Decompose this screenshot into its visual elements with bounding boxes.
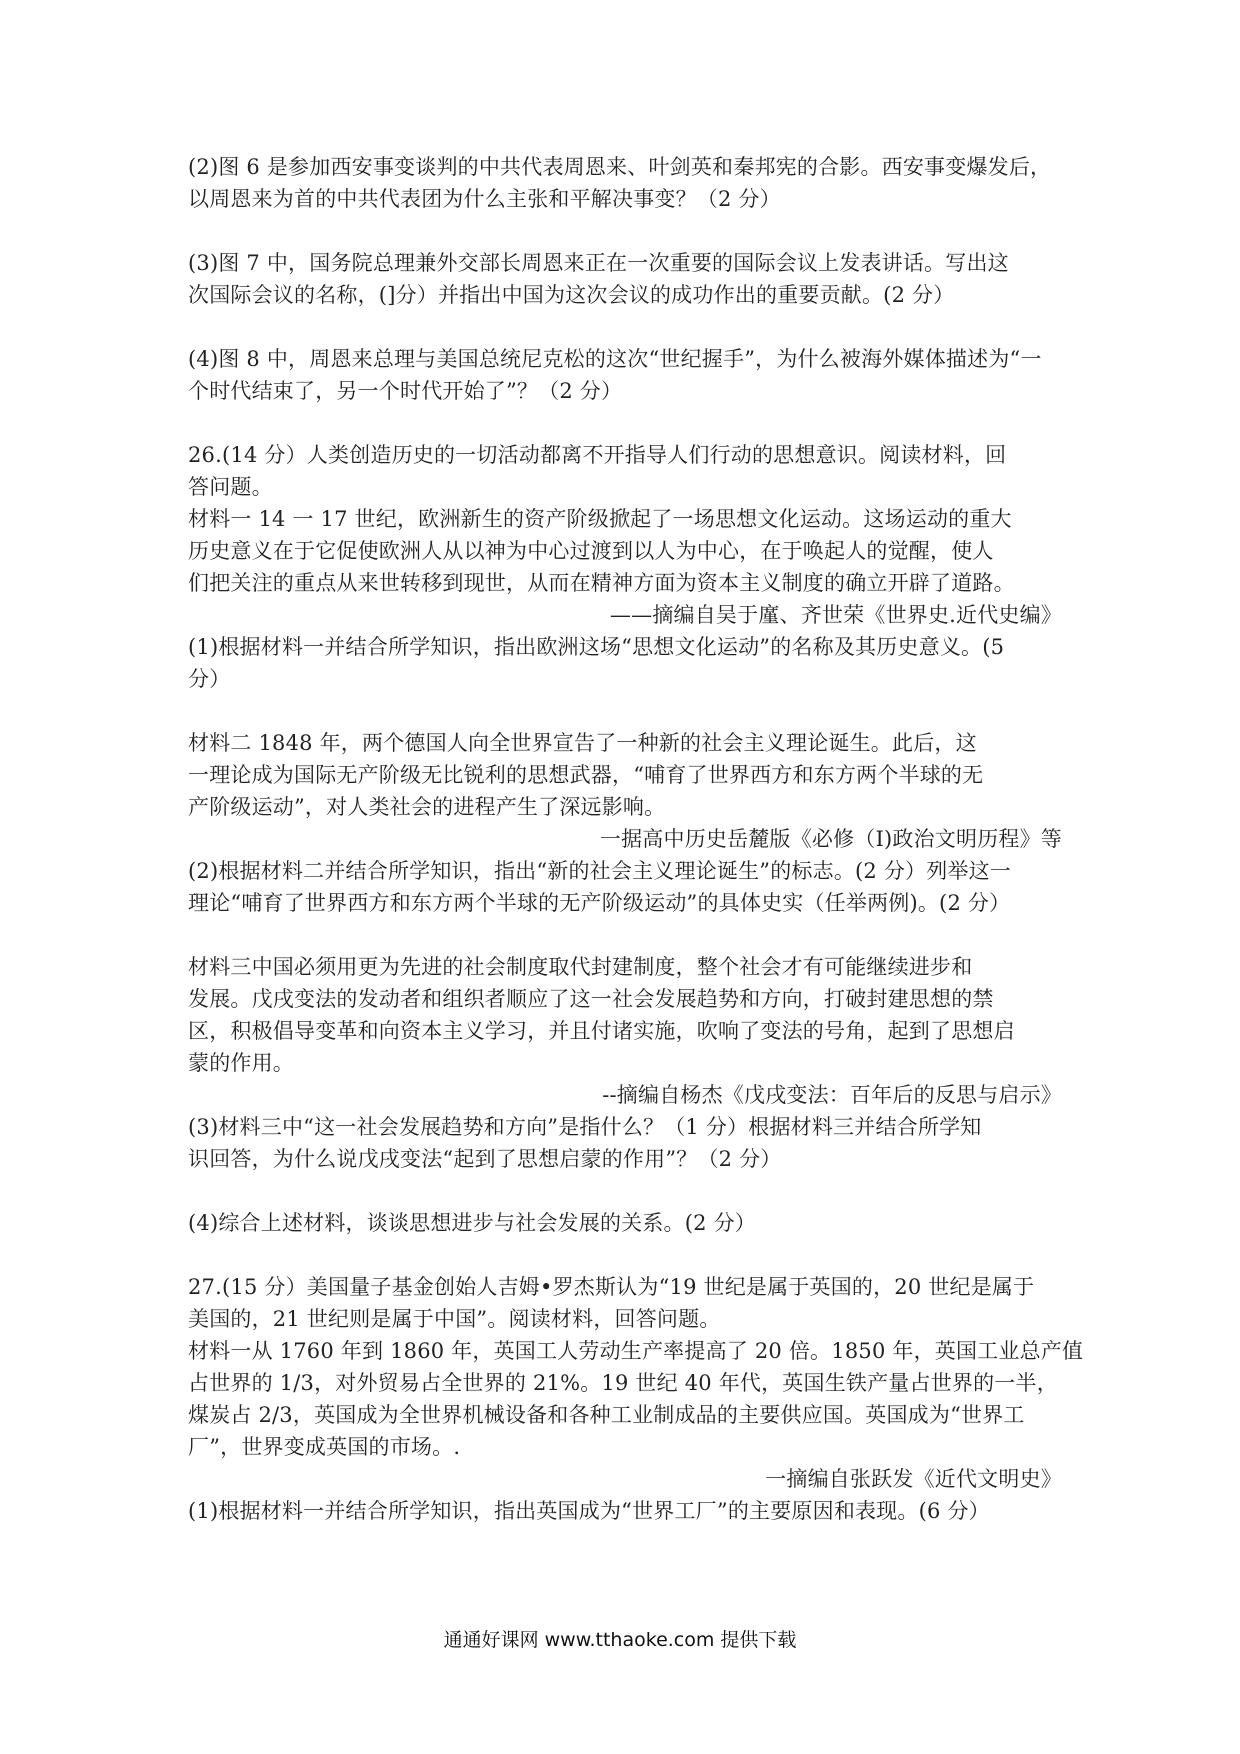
q27-intro-line-2: 美国的，21 世纪则是属于中国”。阅读材料，回答问题。	[188, 1307, 721, 1331]
q27-intro-line-1: 27.(15 分）美国量子基金创始人吉姆•罗杰斯认为“19 世纪是属于英国的，20 世纪是属于	[188, 1275, 1035, 1299]
q26-material-3-line-1: 材料三中国必须用更为先进的社会制度取代封建制度，整个社会才有可能继续进步和	[188, 955, 973, 979]
q26-material-1-line-2: 历史意义在于它促使欧洲人从以神为中心过渡到以人为中心，在于唤起人的觉醒，使人	[188, 539, 994, 563]
q26-material-2-source: 一据高中历史岳麓版《必修（I)政治文明历程》等	[599, 827, 1062, 851]
q26-material-2-line-3: 产阶级运动”，对人类社会的进程产生了深远影响。	[188, 795, 666, 819]
q26-intro-line-2: 答问题。	[188, 475, 273, 499]
q27-material-1-line-1: 材料一从 1760 年到 1860 年，英国工人劳动生产率提高了 20 倍。1850 年，英国工业总产值	[188, 1339, 1084, 1363]
q26-q2-line-1: (2)根据材料二并结合所学知识，指出“新的社会主义理论诞生”的标志。(2 分）列举这一	[188, 859, 1012, 883]
q25-p4-line-2: 个时代结束了，另一个时代开始了”？（2 分）	[188, 379, 623, 403]
q26-q1-line-2: 分）	[188, 667, 231, 691]
q26-q3-line-1: (3)材料三中“这一社会发展趋势和方向”是指什么？（1 分）根据材料三并结合所学知	[188, 1115, 982, 1139]
q25-p3-line-1: (3)图 7 中，国务院总理兼外交部长周恩来正在一次重要的国际会议上发表讲话。写出这	[188, 251, 1009, 275]
q26-q1-line-1: (1)根据材料一并结合所学知识，指出欧洲这场“思想文化运动”的名称及其历史意义。(5	[188, 635, 1005, 659]
q26-material-3-line-2: 发展。戊戌变法的发动者和组织者顺应了这一社会发展趋势和方向，打破封建思想的禁	[188, 987, 994, 1011]
q26-q3-line-2: 识回答，为什么说戊戌变法“起到了思想启蒙的作用”？（2 分）	[188, 1147, 782, 1171]
q26-intro-line-1: 26.(14 分）人类创造历史的一切活动都离不开指导人们行动的思想意识。阅读材料，回	[188, 443, 1007, 467]
q25-p3-line-2: 次国际会议的名称，(]分）并指出中国为这次会议的成功作出的重要贡献。(2 分）	[188, 283, 955, 307]
q27-material-1-line-4: 厂”，世界变成英国的市场。.	[188, 1435, 461, 1459]
q26-material-2-line-2: 一理论成为国际无产阶级无比锐利的思想武器，“哺育了世界西方和东方两个半球的无	[188, 763, 984, 787]
q26-material-3-line-3: 区，积极倡导变革和向资本主义学习，并且付诸实施，吹响了变法的号角，起到了思想启	[188, 1019, 1015, 1043]
q27-material-1-source: 一摘编自张跃发《近代文明史》	[765, 1467, 1062, 1491]
q25-p2-line-1: (2)图 6 是参加西安事变谈判的中共代表周恩来、叶剑英和秦邦宪的合影。西安事变爆发后，	[188, 155, 1052, 179]
q26-material-1-line-3: 们把关注的重点从来世转移到现世，从而在精神方面为资本主义制度的确立开辟了道路。	[188, 571, 1015, 595]
q27-material-1-line-3: 煤炭占 2/3，英国成为全世界机械设备和各种工业制成品的主要供应国。英国成为“世界工	[188, 1403, 1025, 1427]
q26-material-2-line-1: 材料二 1848 年，两个德国人向全世界宣告了一种新的社会主义理论诞生。此后，这	[188, 731, 977, 755]
page-footer: 通通好课网 www.tthaoke.com 提供下载	[443, 1629, 797, 1651]
q26-q4: (4)综合上述材料，谈谈思想进步与社会发展的关系。(2 分）	[188, 1211, 756, 1235]
q26-material-1-line-1: 材料一 14 一 17 世纪，欧洲新生的资产阶级掀起了一场思想文化运动。这场运动的重大	[188, 507, 1012, 531]
q26-material-1-source: ——摘编自吴于廑、齐世荣《世界史.近代史编》	[609, 603, 1062, 627]
q27-q1: (1)根据材料一并结合所学知识，指出英国成为“世界工厂”的主要原因和表现。(6 分）	[188, 1499, 990, 1523]
q25-p2-line-2: 以周恩来为首的中共代表团为什么主张和平解决事变？（2 分）	[188, 187, 781, 211]
q27-material-1-line-2: 占世界的 1/3，对外贸易占全世界的 21%。19 世纪 40 年代，英国生铁产量占世界的一半，	[188, 1371, 1058, 1395]
q25-p4-line-1: (4)图 8 中，周恩来总理与美国总统尼克松的这次“世纪握手”，为什么被海外媒体描述为“一	[188, 347, 1042, 371]
q26-material-3-source: --摘编自杨杰《戊戌变法：百年后的反思与启示》	[602, 1083, 1062, 1107]
q26-q2-line-2: 理论“哺育了世界西方和东方两个半球的无产阶级运动”的具体史实（任举两例)。(2 分）	[188, 891, 1011, 915]
q26-material-3-line-4: 蒙的作用。	[188, 1051, 294, 1075]
